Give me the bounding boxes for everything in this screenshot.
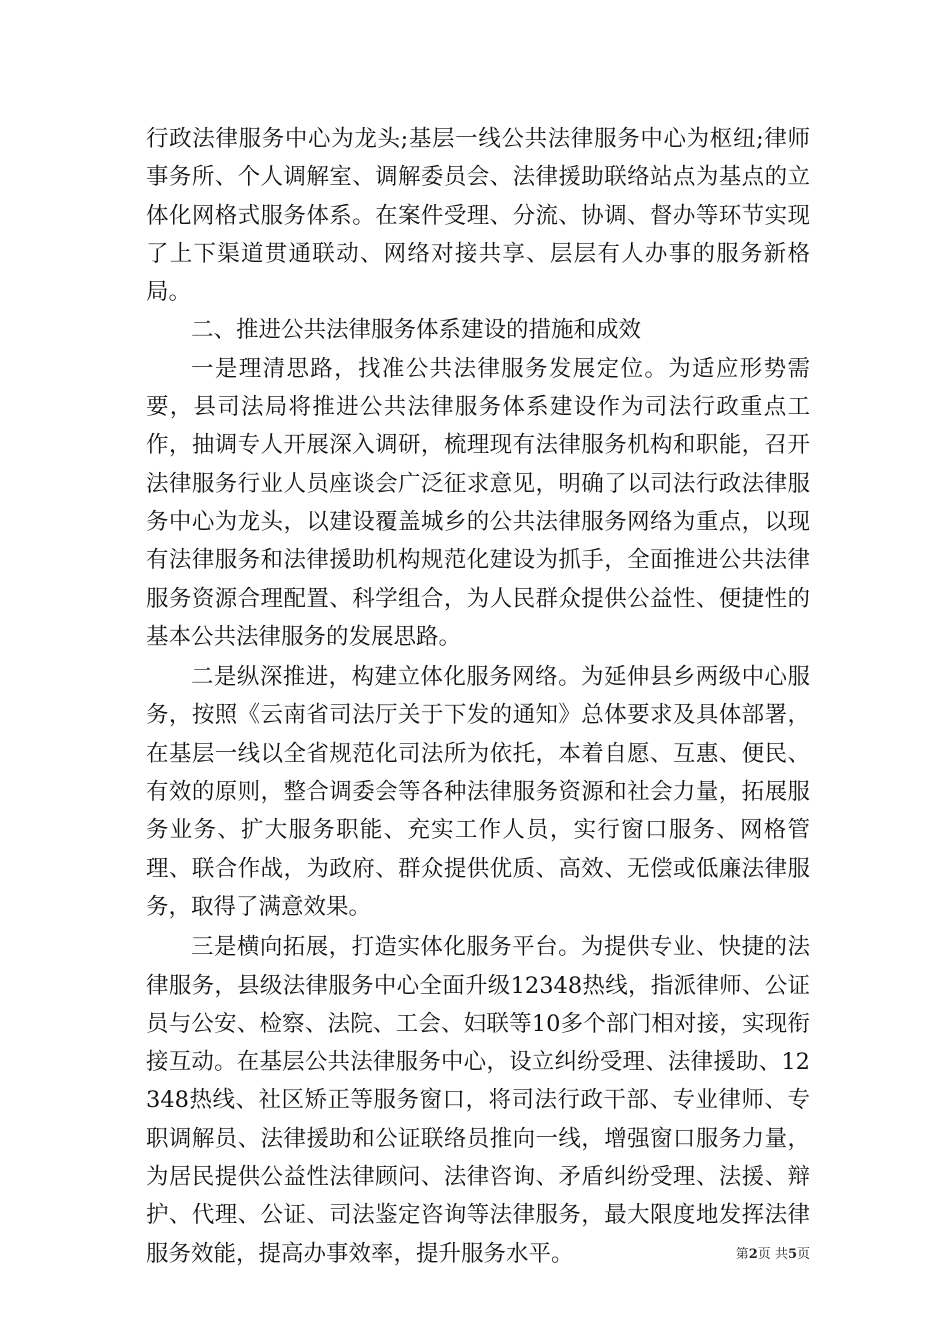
paragraph-service-platform: 三是横向拓展，打造实体化服务平台。为提供专业、快捷的法律服务，县级法律服务中心全面升级12348热线，指派律师、公证员与公安、检察、法院、工会、妇联等10多个部门相对接，实现衔接互动。在基层公共法律服务中心，设立纠纷受理、法律援助、12348热线、社区矫正等服务窗口，将司法行政干部、专业律师、专职调解员、法律援助和公证联络员推向一线，增强窗口服务力量，为居民提供公益性法律顾问、法律咨询、矛盾纠纷受理、法援、辩护、代理、公证、司法鉴定咨询等法律服务，最大限度地发挥法律服务效能，提高办事效率，提升服务水平。 — [146, 934, 810, 1267]
footer-middle: 页 共 — [757, 1247, 788, 1262]
paragraph-clarify-thinking: 一是理清思路，找准公共法律服务发展定位。为适应形势需要，县司法局将推进公共法律服务体系建设作为司法行政重点工作，抽调专人开展深入调研，梳理现有法律服务机构和职能，召开法律服务行业人员座谈会广泛征求意见，明确了以司法行政法律服务中心为龙头，以建设覆盖城乡的公共法律服务网络为重点，以现有法律服务和法律援助机构规范化建设为抓手，全面推进公共法律服务资源合理配置、科学组合，为人民群众提供公益性、便捷性的基本公共法律服务的发展思路。 — [146, 355, 810, 650]
paragraph-continuation: 行政法律服务中心为龙头;基层一线公共法律服务中心为枢纽;律师事务所、个人调解室、调解委员会、法律援助联络站点为基点的立体化网格式服务体系。在案件受理、分流、协调、督办等环节实现了上下渠道贯通联动、网络对接共享、层层有人办事的服务新格局。 — [146, 126, 810, 306]
section-heading: 二、推进公共法律服务体系建设的措施和成效 — [191, 317, 642, 344]
paragraph-deepen-network: 二是纵深推进，构建立体化服务网络。为延伸县乡两级中心服务，按照《云南省司法厅关于下发的通知》总体要求及具体部署，在基层一线以全省规范化司法所为依托，本着自愿、互惠、便民、有效的原则，整合调委会等各种法律服务资源和社会力量，拓展服务业务、扩大服务职能、充实工作人员，实行窗口服务、网格管理、联合作战，为政府、群众提供优质、高效、无偿或低廉法律服务，取得了满意效果。 — [146, 664, 810, 920]
footer-suffix: 页 — [796, 1247, 810, 1262]
page-number-footer — [690, 1247, 810, 1263]
current-page-number: 2 — [748, 1247, 758, 1262]
total-page-number: 5 — [787, 1247, 797, 1262]
document-body — [146, 120, 810, 1273]
footer-prefix: 第 — [735, 1247, 749, 1262]
